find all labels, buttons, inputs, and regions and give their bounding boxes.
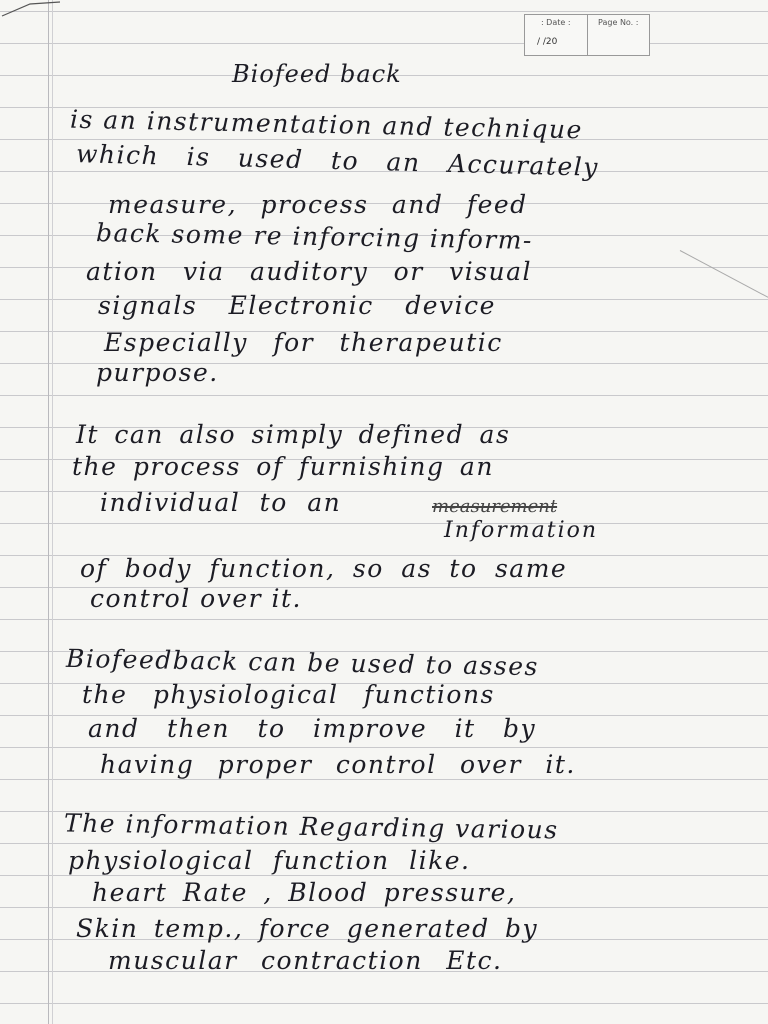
struck-out-word: measurement [432,496,558,517]
text-line: ation via auditory or visual [86,257,533,286]
text-line: It can also simply defined as [76,420,511,449]
text-line: of body function, so as to same [80,554,568,583]
date-label: : Date : [540,18,571,27]
date-cell [525,15,588,55]
text-line: The information Regarding various [63,808,559,845]
text-line: the process of furnishing an [72,452,494,481]
date-value: / /20 [537,37,558,47]
text-line: measure, process and feed [108,190,528,219]
text-line: control over it. [90,584,303,613]
page-title: Biofeed back [232,60,402,88]
text-line: back some re inforcing inform- [95,218,534,255]
text-line: physiological function like. [68,846,471,875]
text-line: having proper control over it. [100,750,576,779]
text-line: which is used to an Accurately [75,139,600,182]
page-no-label: Page No. : [598,18,639,27]
text-line: the physiological functions [82,680,495,709]
text-line: heart Rate , Blood pressure, [92,878,517,907]
text-line: Biofeedback can be used to asses [65,643,540,682]
text-line: Skin temp., force generated by [76,914,539,943]
text-line: Especially for therapeutic [104,328,503,357]
text-line: and then to improve it by [88,714,537,743]
text-line: purpose. [96,358,219,387]
paper-crease [680,250,768,307]
margin-line-inner [52,0,53,1024]
text-line: is an instrumentation and technique [69,104,584,145]
text-line: muscular contraction Etc. [108,946,503,975]
margin-line [48,0,49,1024]
text-line: individual to an [100,488,342,517]
pen-mark [0,0,70,18]
inserted-word: Information [444,518,599,543]
text-line: signals Electronic device [98,291,496,320]
date-page-box [524,14,650,56]
page-no-cell [588,15,650,55]
